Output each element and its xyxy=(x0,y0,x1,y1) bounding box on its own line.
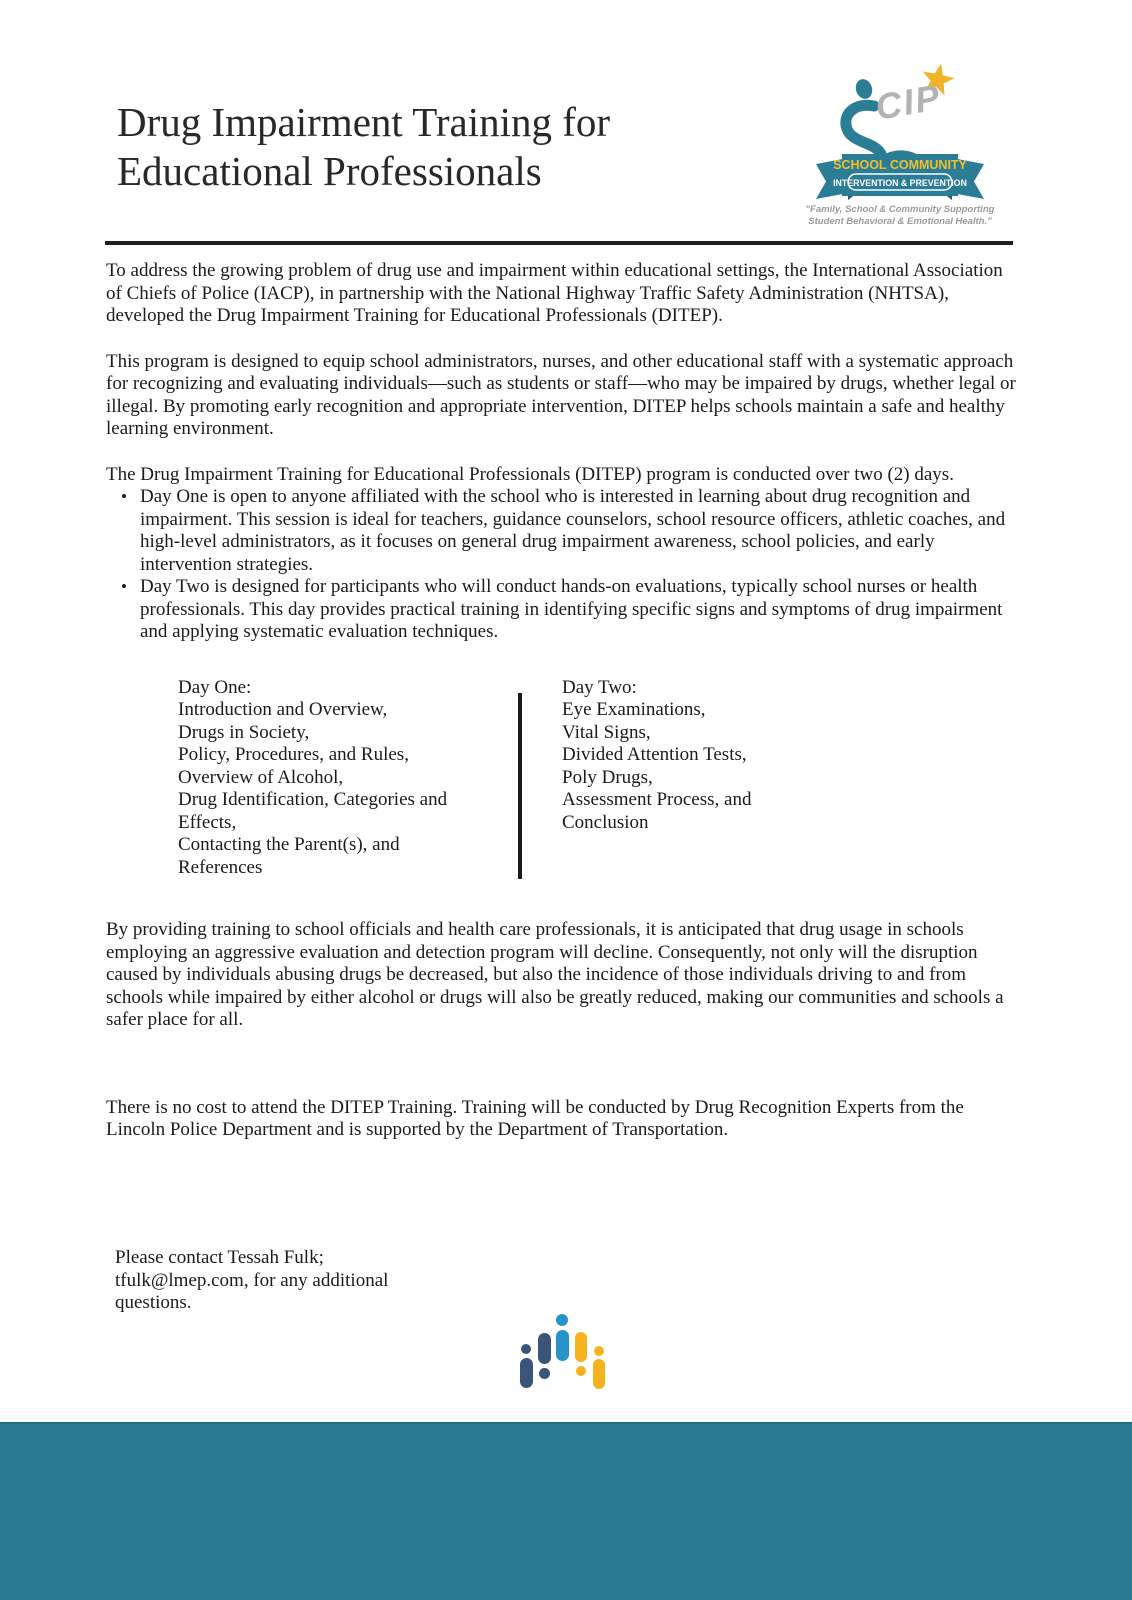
schedule-item: Divided Attention Tests, xyxy=(562,744,747,765)
contact-info: Please contact Tessah Fulk; tfulk@lmep.com, for any additional questions. xyxy=(115,1247,389,1313)
people-dots-logo xyxy=(503,1283,628,1393)
schedule-item: References xyxy=(178,856,263,878)
schedule-divider-line xyxy=(518,693,522,880)
banner-line2: INTERVENTION & PREVENTION xyxy=(833,178,967,188)
day-bullet-list xyxy=(106,486,1016,644)
logo-dot xyxy=(539,1368,550,1379)
day-two-heading: Day Two: xyxy=(562,676,637,698)
schedule-item: Poly Drugs, xyxy=(562,766,653,788)
program-paragraph: This program is designed to equip school administrators, nurses, and other educational staff with a systematic approach for recognizing and evaluating individuals—such as students or staff—who may be impaired by drugs, whether legal or illegal. By promoting early recognition and appropriate intervention, DITEP helps schools maintain a safe and healthy learning environment. xyxy=(106,350,1016,439)
logo-pill xyxy=(575,1332,587,1362)
schedule-item: Vital Signs, xyxy=(562,721,651,743)
document-body xyxy=(106,260,1016,1165)
scip-tagline xyxy=(806,204,995,227)
logo-pill xyxy=(538,1333,551,1364)
schedule-item: Overview of Alcohol, xyxy=(178,766,344,788)
footer-bar xyxy=(0,1422,1132,1600)
logo-dot xyxy=(521,1344,531,1354)
schedule-columns xyxy=(178,677,1016,880)
schedule-item: Contacting the Parent(s), and xyxy=(178,834,400,855)
tagline-line1: "Family, School & Community Supporting xyxy=(805,204,995,215)
scip-logo xyxy=(786,58,1014,230)
benefit-paragraph: By providing training to school officials and health care professionals, it is anticipated that drug usage in schools employing an aggressive evaluation and detection program will decline. Consequently, not only will the disruption caused by individuals abusing drugs be decreased, but also the incidence of those individuals driving to and from schools while impaired by either alcohol or drugs will also be greatly reduced, making our communities and schools a safer place for all. xyxy=(106,919,1004,1030)
logo-pill xyxy=(556,1330,569,1361)
schedule-item: Conclusion xyxy=(562,811,649,833)
schedule-item: Drugs in Society, xyxy=(178,721,310,743)
title-divider-rule xyxy=(105,241,1013,245)
logo-pill xyxy=(520,1358,533,1388)
day-two-bullet: • Day Two is designed for participants who will conduct hands-on evaluations, typically school nurses or health professionals. This day provides practical training in identifying specific signs and symptoms of drug impairment and applying systematic evaluation techniques. xyxy=(106,576,1016,644)
logo-dot xyxy=(594,1346,604,1356)
logo-dot xyxy=(576,1366,586,1376)
day-one-bullet: • Day One is open to anyone affiliated with the school who is interested in learning about drug recognition and impairment. This session is ideal for teachers, guidance counselors, school resource officers, athletic coaches, and high-level administrators, as it focuses on general drug impairment awareness, school policies, and early intervention strategies. xyxy=(106,486,1016,576)
schedule-item: Drug Identification, Categories and Effects, xyxy=(178,789,448,833)
scip-logo-graphic xyxy=(786,58,1014,230)
page-title: Drug Impairment Training for Educational Professionals xyxy=(117,99,611,194)
day-one-heading: Day One: xyxy=(178,676,252,698)
two-days-paragraph: The Drug Impairment Training for Educational Professionals (DITEP) program is conducted over two (2) days. xyxy=(106,463,954,485)
logo-dot xyxy=(556,1314,568,1326)
scip-acronym-text: CIP xyxy=(872,76,945,128)
banner-line1: SCHOOL COMMUNITY xyxy=(833,158,967,172)
cost-paragraph: There is no cost to attend the DITEP Training. Training will be conducted by Drug Recognition Experts from the Lincoln Police Department and is supported by the Department of Transportation. xyxy=(106,1096,964,1140)
day-two-column xyxy=(562,677,884,880)
tagline-line2: Student Behavioral & Emotional Health." xyxy=(808,216,992,227)
day-one-column xyxy=(178,677,500,880)
schedule-item: Eye Examinations, xyxy=(562,699,706,720)
ribbon-banner xyxy=(816,154,984,200)
schedule-item: Policy, Procedures, and Rules, xyxy=(178,744,409,765)
logo-pill xyxy=(593,1359,605,1389)
intro-paragraph: To address the growing problem of drug use and impairment within educational settings, the International Association of Chiefs of Police (IACP), in partnership with the National Highway Traffic Safety Administration (NHTSA), developed the Drug Impairment Training for Educational Professionals (DITEP). xyxy=(106,260,1003,326)
schedule-item: Assessment Process, and xyxy=(562,789,752,810)
schedule-item: Introduction and Overview, xyxy=(178,699,388,720)
